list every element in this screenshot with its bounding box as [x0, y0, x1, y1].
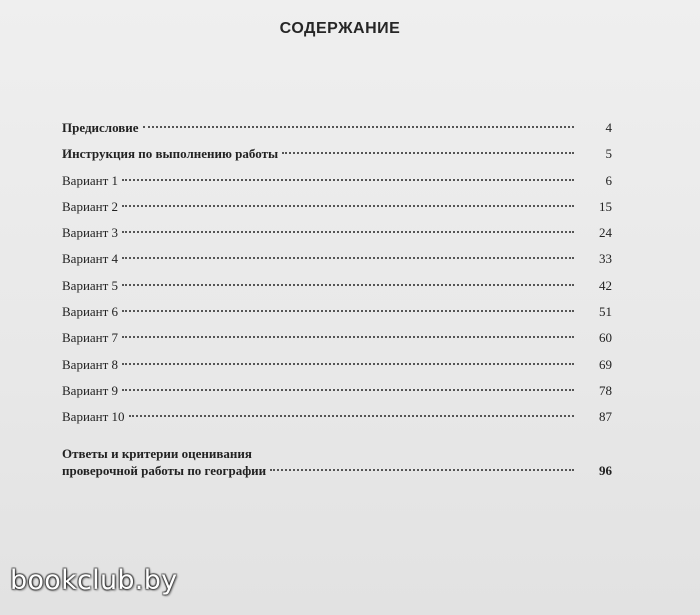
dot-leader — [270, 469, 574, 471]
toc-entry-page: 4 — [605, 120, 612, 135]
toc-entry-variant-8 — [62, 352, 612, 378]
toc-entry-variant-9 — [62, 378, 612, 404]
dot-leader — [143, 126, 574, 128]
toc-entry-label-line1: Ответы и критерии оценивания — [62, 445, 252, 461]
dot-leader — [122, 231, 574, 233]
toc-entry-label: Вариант 10 — [62, 409, 125, 425]
dot-leader — [122, 389, 574, 391]
toc-entry-variant-10 — [62, 404, 612, 430]
toc-entry-label: Вариант 7 — [62, 330, 119, 346]
toc-entry-page: 33 — [599, 251, 612, 267]
toc-entry-variant-1 — [62, 168, 612, 194]
toc-entry-label: Вариант 8 — [62, 356, 119, 372]
toc-entry-variant-6 — [62, 299, 612, 325]
toc-entry-label: Вариант 3 — [62, 225, 119, 241]
dot-leader — [122, 257, 574, 259]
dot-leader — [129, 415, 574, 417]
toc-entry-label: Вариант 4 — [62, 251, 119, 267]
toc-entry-instructions — [62, 141, 612, 167]
toc-entry-page: 6 — [605, 172, 612, 188]
toc-entry-preface — [62, 115, 612, 141]
table-of-contents — [62, 115, 612, 479]
toc-entry-label: Предисловие — [62, 120, 139, 135]
toc-entry-variant-2 — [62, 194, 612, 220]
watermark-logo: bookclub.by — [10, 565, 178, 596]
toc-entry-answers — [62, 445, 612, 479]
dot-leader — [122, 363, 574, 365]
page-title: СОДЕРЖАНИЕ — [279, 20, 401, 37]
toc-entry-label-line2: проверочной работы по географии — [62, 462, 267, 478]
toc-entry-label: Вариант 6 — [62, 304, 119, 320]
dot-leader — [122, 179, 574, 181]
toc-entry-label: Вариант 2 — [62, 198, 119, 214]
toc-entry-label: Вариант 9 — [62, 382, 119, 398]
dot-leader — [282, 152, 574, 154]
toc-entry-page: 69 — [599, 356, 612, 372]
toc-entry-label: Вариант 5 — [62, 277, 119, 293]
toc-entry-variant-5 — [62, 273, 612, 299]
dot-leader — [122, 336, 574, 338]
toc-entry-label: Вариант 1 — [62, 172, 119, 188]
toc-entry-page: 87 — [599, 409, 612, 425]
toc-entry-page: 51 — [599, 304, 612, 320]
toc-entry-page: 96 — [599, 462, 612, 478]
dot-leader — [122, 284, 574, 286]
toc-entry-page: 15 — [599, 198, 612, 214]
toc-entry-page: 24 — [599, 225, 612, 241]
toc-entry-variant-7 — [62, 325, 612, 351]
toc-entry-variant-4 — [62, 246, 612, 272]
toc-entry-page: 5 — [605, 146, 612, 162]
dot-leader — [122, 310, 574, 312]
toc-entry-page: 42 — [599, 277, 612, 293]
toc-entry-page: 60 — [599, 330, 612, 346]
toc-entry-page: 78 — [599, 382, 612, 398]
dot-leader — [122, 205, 574, 207]
toc-entry-variant-3 — [62, 220, 612, 246]
toc-entry-label: Инструкция по выполнению работы — [62, 146, 279, 162]
